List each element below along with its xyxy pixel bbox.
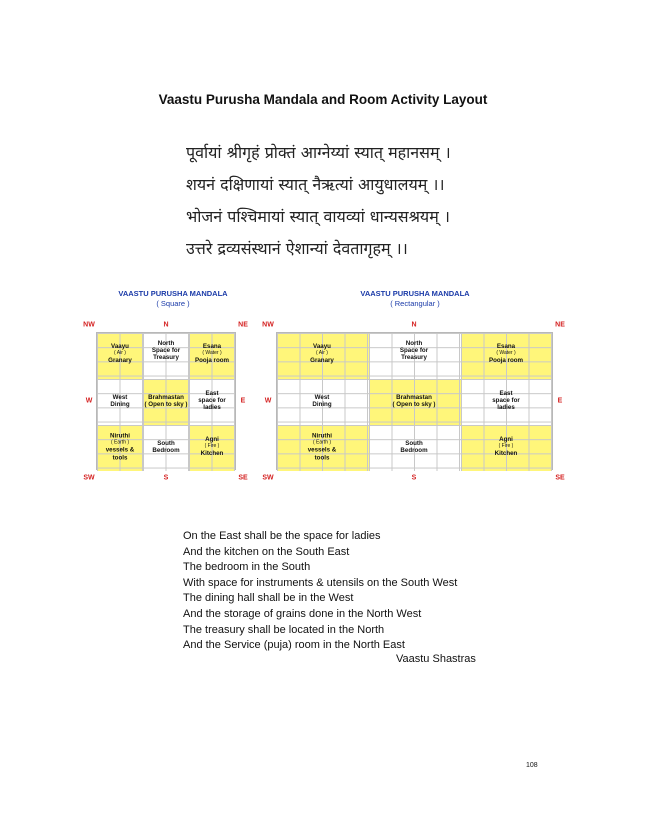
label-north-line3: Treasury [153, 354, 179, 362]
label-south [400, 440, 427, 454]
label-niruthi-use1: vessels & [307, 447, 337, 454]
label-north-line1: North [157, 340, 175, 348]
dir-s: S [411, 474, 417, 482]
label-brahmastan-line2: ( Open to sky ) [144, 401, 188, 408]
label-vaayu-use: Granary [310, 357, 334, 365]
label-north-line2: Space for [151, 347, 181, 355]
label-esana [195, 343, 229, 365]
label-south-line2: Bedroom [400, 447, 428, 454]
label-esana-use: Pooja room [194, 357, 230, 365]
label-east [198, 390, 226, 412]
label-agni-use: Kitchen [494, 450, 518, 458]
dir-sw: SW [83, 474, 95, 482]
label-west-line1: West [314, 393, 330, 401]
label-north-line3: Treasury [401, 354, 427, 362]
translation-poem [183, 529, 503, 654]
label-niruthi-element: ( Earth ) [312, 439, 332, 446]
label-agni-name: Agni [499, 436, 513, 444]
label-esana-element: ( Water ) [202, 350, 222, 357]
poem-line: And the storage of grains done in the North West [183, 607, 422, 620]
label-vaayu [108, 343, 132, 365]
label-esana-use: Pooja room [488, 357, 524, 365]
label-vaayu-element: ( Air ) [316, 350, 328, 357]
sanskrit-verse-2: शयनं दक्षिणायां स्यात् नैऋत्यां आयुधालयम् ।। [186, 175, 445, 194]
rect-mandala-subtitle: ( Rectangular ) [390, 299, 440, 308]
label-west-line2: Dining [110, 401, 130, 408]
dir-se: SE [238, 474, 248, 482]
poem-line: And the kitchen on the South East [183, 545, 350, 558]
dir-w: W [264, 397, 272, 405]
label-niruthi-use2: tools [112, 454, 128, 462]
label-esana-element: ( Water ) [496, 350, 516, 357]
label-west-line1: West [112, 393, 128, 401]
poem-line: With space for instruments & utensils on the South West [183, 576, 458, 589]
label-niruthi-element: ( Earth ) [110, 439, 130, 446]
label-south-line1: South [405, 439, 423, 447]
label-agni [495, 436, 518, 458]
label-east-line1: East [205, 390, 219, 398]
label-agni [201, 436, 224, 458]
sanskrit-verse-1: पूर्वायां श्रीगृहं प्रोक्तं आग्नेय्यां स्यात् महानसम् । [186, 143, 451, 162]
dir-w: W [85, 397, 93, 405]
label-east-line2: space for [198, 397, 226, 405]
dir-ne: NE [238, 321, 248, 329]
label-agni-element: ( Fire ) [204, 443, 220, 450]
label-vaayu-name: Vaayu [111, 343, 129, 351]
label-north [400, 340, 428, 362]
label-brahmastan-line1: Brahmastan [148, 393, 184, 401]
label-niruthi-name: Niruthi [110, 432, 130, 440]
label-niruthi-use2: tools [314, 454, 330, 462]
label-vaayu-element: ( Air ) [114, 350, 126, 357]
dir-n: N [411, 321, 417, 329]
label-esana-name: Esana [202, 343, 222, 351]
label-north [152, 340, 180, 362]
dir-s: S [163, 474, 169, 482]
poem-line: The treasury shall be located in the North [183, 623, 385, 636]
label-niruthi-name: Niruthi [312, 432, 332, 440]
dir-ne: NE [555, 321, 565, 329]
label-north-line1: North [405, 340, 423, 348]
label-south-line1: South [157, 439, 175, 447]
dir-e: E [240, 397, 246, 405]
poem-line: And the Service (puja) room in the North East [183, 639, 405, 652]
label-brahmastan-line2: ( Open to sky ) [392, 401, 436, 408]
dir-nw: NW [262, 321, 274, 329]
label-east-line2: space for [492, 397, 520, 405]
label-niruthi [106, 433, 135, 462]
dir-e: E [557, 397, 563, 405]
label-north-line2: Space for [399, 347, 429, 355]
dir-se: SE [555, 474, 565, 482]
square-mandala-subtitle: ( Square ) [156, 299, 190, 308]
attribution: Vaastu Shastras [396, 653, 476, 665]
poem-line: On the East shall be the space for ladies [183, 530, 381, 542]
label-brahmastan [393, 394, 436, 408]
label-east-line1: East [499, 390, 513, 398]
label-niruthi-use1: vessels & [105, 447, 135, 454]
rect-mandala-title [340, 289, 490, 309]
label-esana [489, 343, 523, 365]
label-agni-name: Agni [205, 436, 219, 444]
label-agni-element: ( Fire ) [498, 443, 514, 450]
label-agni-use: Kitchen [200, 450, 224, 458]
label-south [152, 440, 179, 454]
square-mandala-heading: VAASTU PURUSHA MANDALA [118, 289, 228, 298]
label-niruthi [308, 433, 337, 462]
sanskrit-verse-3: भोजनं पश्चिमायां स्यात् वायव्यां धान्यसश्रयम् । [186, 207, 450, 226]
sanskrit-verse-4: उत्तरे द्रव्यसंस्थानं ऐशान्यां देवतागृहम् ।। [186, 239, 408, 258]
dir-nw: NW [83, 321, 95, 329]
label-west [110, 394, 129, 408]
label-south-line2: Bedroom [152, 447, 180, 454]
label-vaayu [310, 343, 334, 365]
page-number: 108 [526, 762, 538, 769]
page-title: Vaastu Purusha Mandala and Room Activity Layout [158, 92, 488, 107]
label-west [312, 394, 331, 408]
label-esana-name: Esana [496, 343, 516, 351]
label-east-line3: ladies [497, 404, 515, 412]
poem-line: The dining hall shall be in the West [183, 592, 354, 605]
label-east [492, 390, 520, 412]
dir-sw: SW [262, 474, 274, 482]
label-vaayu-use: Granary [108, 357, 132, 365]
dir-n: N [163, 321, 169, 329]
label-brahmastan-line1: Brahmastan [396, 393, 432, 401]
rect-mandala-heading: VAASTU PURUSHA MANDALA [360, 289, 470, 298]
label-east-line3: ladies [203, 404, 221, 412]
label-vaayu-name: Vaayu [313, 343, 331, 351]
poem-line: The bedroom in the South [183, 561, 311, 574]
square-mandala-title [98, 289, 248, 309]
label-brahmastan [145, 394, 188, 408]
label-west-line2: Dining [312, 401, 332, 408]
